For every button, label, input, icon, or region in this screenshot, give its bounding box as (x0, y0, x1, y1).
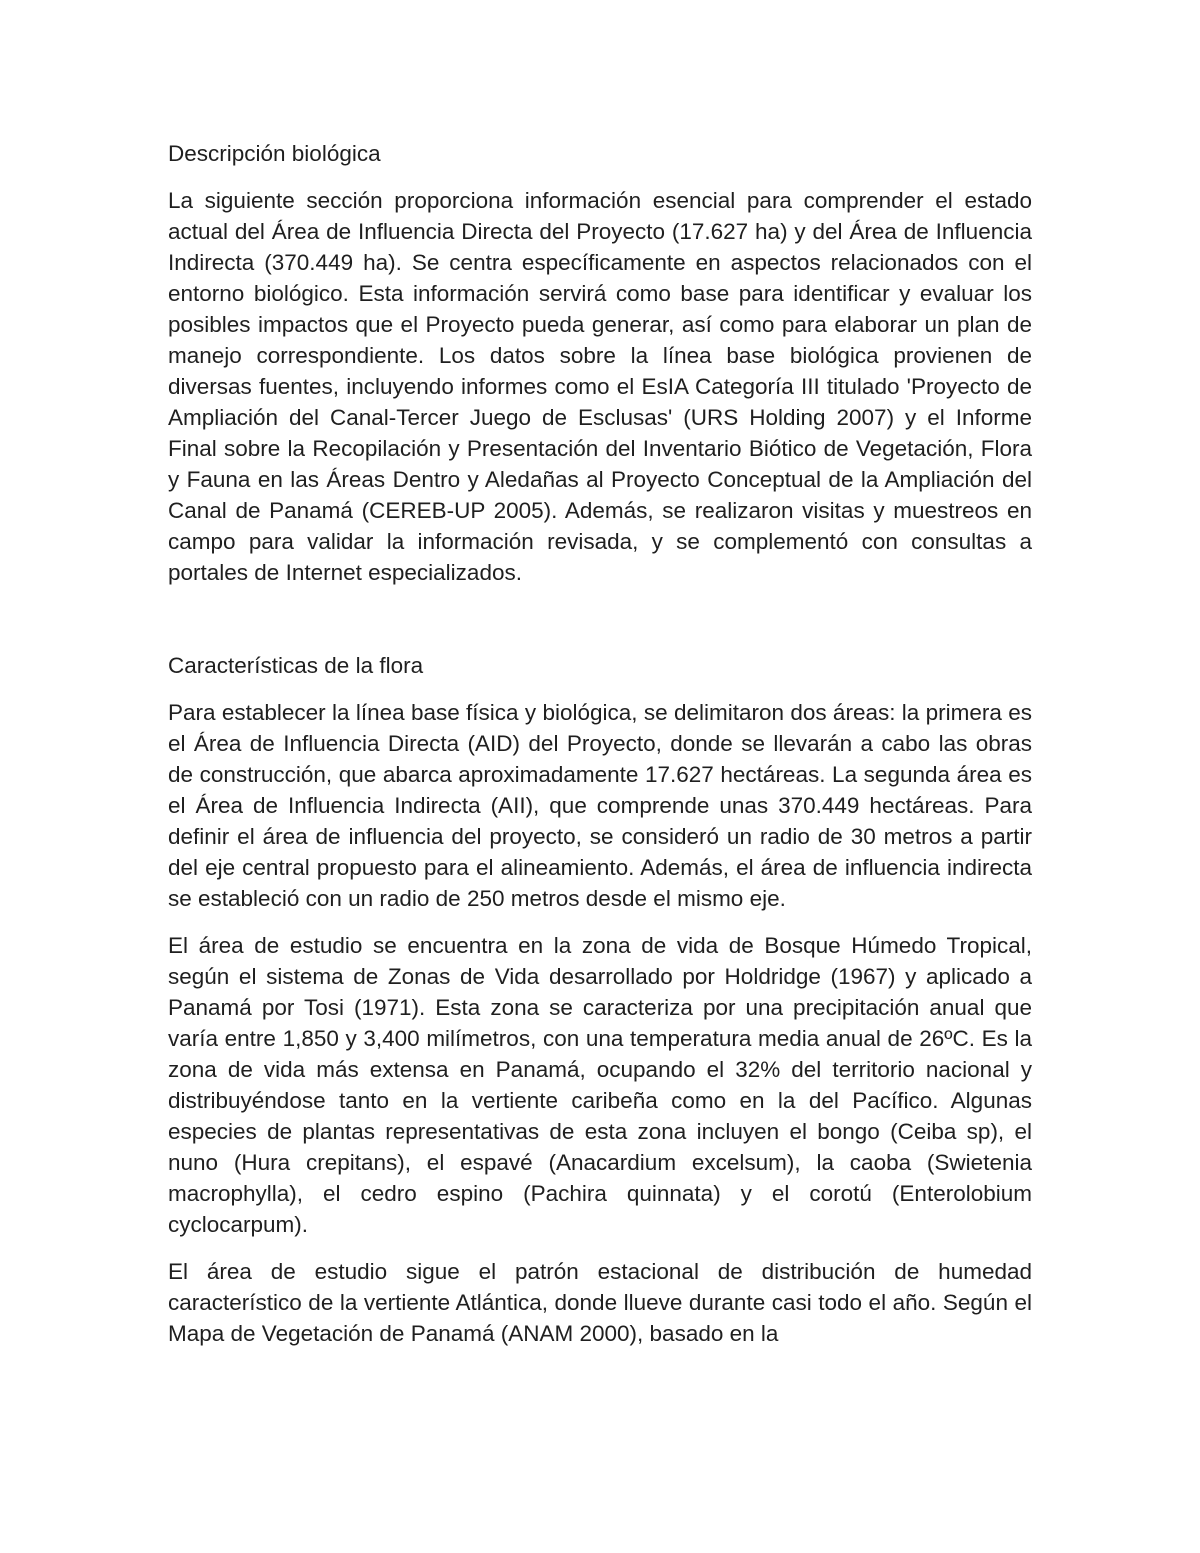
paragraph: Para establecer la línea base física y biológica, se delimitaron dos áreas: la primera es el Área de Influencia Directa (AID) del Proyecto, donde se llevarán a cabo las obras de construcción, que abarca aproximadamente 17.627 hectáreas. La segunda área es el Área de Influencia Indirecta (AII), que comprende unas 370.449 hectáreas. Para definir el área de influencia del proyecto, se consideró un radio de 30 metros a partir del eje central propuesto para el alineamiento. Además, el área de influencia indirecta se estableció con un radio de 250 metros desde el mismo eje. (168, 700, 1032, 911)
section-heading-caracteristicas-flora: Características de la flora (168, 653, 424, 678)
section-spacer (168, 604, 1032, 650)
section-heading-descripcion-biologica: Descripción biológica (168, 141, 381, 166)
document-body (168, 138, 1032, 1365)
paragraph: La siguiente sección proporciona información esencial para comprender el estado actual del Área de Influencia Directa del Proyecto (17.627 ha) y del Área de Influencia Indirecta (370.449 ha). Se centra específicamente en aspectos relacionados con el entorno biológico. Esta información servirá como base para identificar y evaluar los posibles impactos que el Proyecto pueda generar, así como para elaborar un plan de manejo correspondiente. Los datos sobre la línea base biológica provienen de diversas fuentes, incluyendo informes como el EsIA Categoría III titulado 'Proyecto de Ampliación del Canal-Tercer Juego de Esclusas' (URS Holding 2007) y el Informe Final sobre la Recopilación y Presentación del Inventario Biótico de Vegetación, Flora y Fauna en las Áreas Dentro y Aledañas al Proyecto Conceptual de la Ampliación del Canal de Panamá (CEREB-UP 2005). Además, se realizaron visitas y muestreos en campo para validar la información revisada, y se complementó con consultas a portales de Internet especializados. (168, 188, 1032, 585)
paragraph: El área de estudio se encuentra en la zona de vida de Bosque Húmedo Tropical, según el sistema de Zonas de Vida desarrollado por Holdridge (1967) y aplicado a Panamá por Tosi (1971). Esta zona se caracteriza por una precipitación anual que varía entre 1,850 y 3,400 milímetros, con una temperatura media anual de 26ºC. Es la zona de vida más extensa en Panamá, ocupando el 32% del territorio nacional y distribuyéndose tanto en la vertiente caribeña como en la del Pacífico. Algunas especies de plantas representativas de esta zona incluyen el bongo (Ceiba sp), el nuno (Hura crepitans), el espavé (Anacardium excelsum), la caoba (Swietenia macrophylla), el cedro espino (Pachira quinnata) y el corotú (Enterolobium cyclocarpum). (168, 933, 1032, 1237)
paragraph: El área de estudio sigue el patrón estacional de distribución de humedad característico de la vertiente Atlántica, donde llueve durante casi todo el año. Según el Mapa de Vegetación de Panamá (ANAM 2000), basado en la (168, 1259, 1032, 1346)
